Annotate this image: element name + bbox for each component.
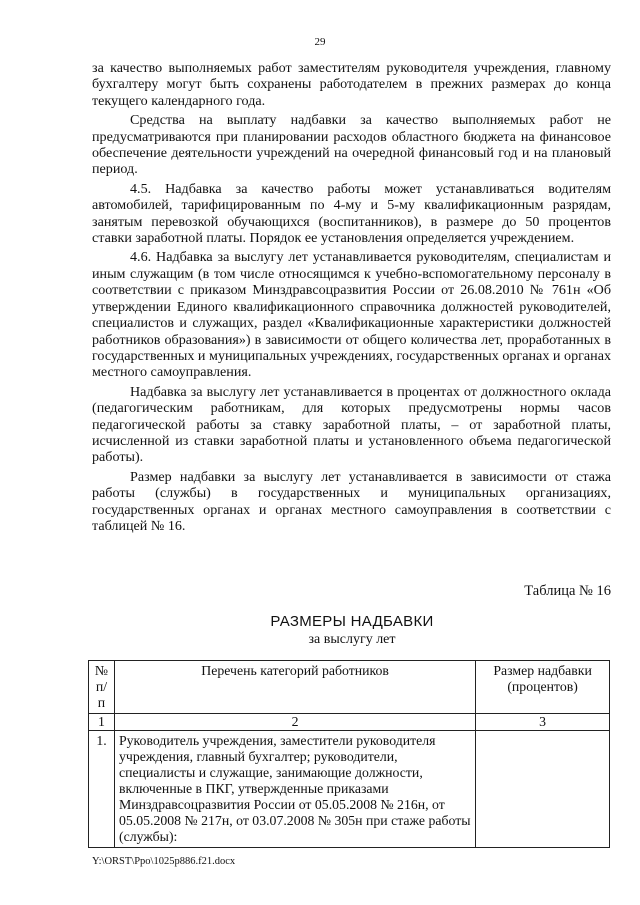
allowance-table <box>88 660 610 848</box>
header-size: Размер надбавки (процентов) <box>476 661 610 714</box>
row-size <box>476 731 610 848</box>
row-num: 1. <box>89 731 115 848</box>
table-row <box>89 731 610 848</box>
paragraph: 4.5. Надбавка за качество работы может устанавливаться водителям автомобилей, тарифицированным по 4-му и 5-му квалификационным разрядам, занятым перевозкой обучающихся (воспитанников), в размере до 50 процентов ставки заработной платы. Порядок ее установления определяется учреждением. <box>92 180 611 247</box>
row-category: Руководитель учреждения, заместители руководителя учреждения, главный бухгалтер; руководители, специалисты и служащие, занимающие должности, включенные в ПКГ, утвержденные приказами Минздравсоцразвития России от 05.05.2008 № 216н, от 05.05.2008 № 217н, от 03.07.2008 № 305н при стаже работы (службы): <box>114 731 475 848</box>
paragraph: за качество выполняемых работ заместителям руководителя учреждения, главному бухгалтеру могут быть сохранены работодателем в прежних размерах до конца текущего календарного года. <box>92 60 611 109</box>
table-title: РАЗМЕРЫ НАДБАВКИ <box>270 613 434 630</box>
paragraph: Надбавка за выслугу лет устанавливается в процентах от должностного оклада (педагогическим работникам, для которых предусмотрены нормы часов педагогической работы за ставку заработной платы, – от заработной платы, исчисленной из ставки заработной платы и установленного объема педагогической работы). <box>92 383 611 466</box>
paragraph: 4.6. Надбавка за выслугу лет устанавливается руководителям, специалистам и иным служащим (в том числе относящимся к учебно-вспомогательному персоналу в соответствии с приказом Минздравсоцразвития России от 26.08.2010 № 761н «Об утверждении Единого квалификационного справочника должностей руководителей, специалистов и служащих, раздел «Квалификационные характеристики должностей работников образования») в зависимости от общего количества лет, проработанных в государственных и муниципальных учреждениях, государственных органах и органах местного самоуправления. <box>92 249 611 381</box>
index-cell: 1 <box>89 714 115 731</box>
paragraph: Средства на выплату надбавки за качество выполняемых работ не предусматриваются при планировании расходов областного бюджета на финансовое обеспечение деятельности учреждений на очередной финансовый год и на плановый период. <box>92 112 611 178</box>
header-category: Перечень категорий работников <box>114 661 475 714</box>
index-cell: 3 <box>476 714 610 731</box>
index-cell: 2 <box>114 714 475 731</box>
page-number: 29 <box>314 36 326 48</box>
file-path-footer: Y:\ORST\Ppo\1025p886.f21.docx <box>92 856 236 867</box>
header-num: № п/п <box>89 661 115 714</box>
table-index-row <box>89 714 610 731</box>
table-subtitle: за выслугу лет <box>308 632 396 647</box>
table-caption: Таблица № 16 <box>524 583 611 599</box>
paragraph: Размер надбавки за выслугу лет устанавливается в зависимости от стажа работы (службы) в государственных и муниципальных организациях, государственных органах и органах местного самоуправления в соответствии с таблицей № 16. <box>92 468 611 534</box>
table-header-row <box>89 661 610 714</box>
document-body <box>92 60 611 537</box>
